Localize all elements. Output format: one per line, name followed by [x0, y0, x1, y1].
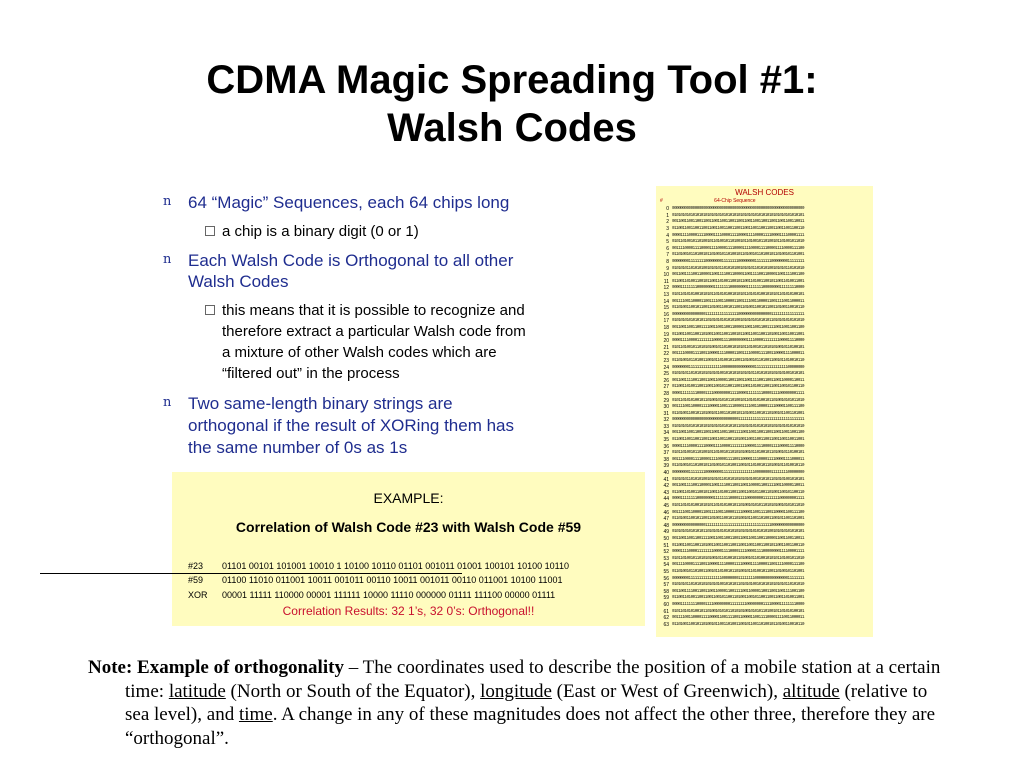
walsh-row-bits: 0011001111001100110011000011001111001100001100110011001111001100: [672, 589, 805, 594]
walsh-row: [659, 575, 871, 582]
walsh-row: [659, 292, 871, 299]
walsh-row: [659, 443, 871, 450]
walsh-row: [659, 582, 871, 589]
walsh-row-index: 8: [666, 259, 669, 266]
walsh-row: [659, 536, 871, 543]
example-heading: EXAMPLE:: [373, 490, 444, 506]
walsh-row-bits: 0101101001011010101001011010010101011010010110101010010110100101: [672, 345, 805, 350]
walsh-row-bits: 0110011001100110011001100110011010011001100110011001100110011001: [672, 438, 805, 443]
walsh-row-index: 11: [663, 278, 669, 285]
walsh-row-bits: 0110011010011001100110010110011001100110100110011001100101100110: [672, 385, 805, 390]
walsh-row-bits: 0110011010011001011001101001100110011001011001101001100101100110: [672, 490, 805, 495]
walsh-row-index: 46: [663, 509, 669, 516]
walsh-row-bits: 0000000011111111000000001111111111111111000000001111111100000000: [672, 471, 805, 476]
walsh-row: [659, 463, 871, 470]
walsh-row: [659, 252, 871, 259]
walsh-row-bits: 0011110011000011001111001100001100111100110000110011110011000011: [672, 299, 805, 304]
bullet-1-text: 64 “Magic” Sequences, each 64 chips long: [188, 193, 510, 212]
walsh-row-index: 53: [663, 555, 669, 562]
walsh-row-index: 55: [663, 568, 669, 575]
note-altitude: altitude: [782, 680, 840, 702]
walsh-row-bits: 0110100101101001011010010110100110010110100101101001011010010110: [672, 464, 805, 469]
walsh-row-bits: 0110011010011001011001101001100101100110100110010110011010011001: [672, 279, 805, 284]
example-row-bits: 00001 11111 110000 00001 111111 10000 11110 000000 01111 111100 00000 01111: [222, 590, 556, 600]
walsh-row-index: 31: [663, 410, 669, 417]
note-text-5: . A change in any of these magnitudes does not affect the other three, therefore they are “orthogonal”.: [125, 704, 936, 749]
sub-bullet-marker: [205, 226, 215, 236]
walsh-row-index: 26: [663, 377, 669, 384]
walsh-row-index: 51: [663, 542, 669, 549]
walsh-row-bits: 0101010101010101010101010101010101010101010101010101010101010101: [672, 213, 805, 218]
note-text-1: The coordinates used to describe the position of a mobile station at a certain time:: [125, 657, 941, 702]
walsh-row-index: 33: [663, 423, 669, 430]
walsh-row-index: 36: [663, 443, 669, 450]
walsh-row: [659, 226, 871, 233]
walsh-row-bits: 0000000000000000111111111111111100000000000000001111111111111111: [672, 312, 805, 317]
walsh-row-bits: 0011001100110011110011001100110011001100110011000011001100110011: [672, 536, 805, 541]
bullet-3-line-1: Two same-length binary strings are: [188, 394, 453, 413]
sub-bullet-marker: [205, 305, 215, 315]
walsh-row: [659, 259, 871, 266]
walsh-row: [659, 279, 871, 286]
walsh-row: [659, 470, 871, 477]
walsh-row-index: 63: [663, 621, 669, 628]
walsh-row: [659, 417, 871, 424]
example-row-label: #59: [188, 575, 204, 585]
walsh-row-bits: 0110100110010110011010011001011001101001100101100110100110010110: [672, 306, 805, 311]
walsh-row-index: 58: [663, 588, 669, 595]
walsh-row-index: 44: [663, 496, 669, 503]
walsh-row-index: 56: [663, 575, 669, 582]
walsh-row-bits: 0000000000000000111111111111111111111111111111110000000000000000: [672, 523, 805, 528]
walsh-row-index: 14: [663, 298, 669, 305]
walsh-row: [659, 509, 871, 516]
walsh-row: [659, 503, 871, 510]
walsh-row: [659, 338, 871, 345]
walsh-row-bits: 0011001111001100001100111100110011001100001100111100110000110011: [672, 484, 805, 489]
walsh-row-bits: 0011001100110011001100110011001111001100110011001100110011001100: [672, 431, 805, 436]
walsh-row-index: 35: [663, 437, 669, 444]
note-time: time: [238, 704, 273, 725]
walsh-row-bits: 0011110000111100110000111100001100111100001111001100001111000011: [672, 352, 805, 357]
bullet-2-sub-line-1: this means that it is possible to recognize and: [222, 302, 525, 319]
bullet-1-subtext: a chip is a binary digit (0 or 1): [222, 223, 419, 240]
example-panel: [172, 472, 645, 626]
walsh-row: [659, 424, 871, 431]
walsh-row: [659, 569, 871, 576]
example-subheading: Correlation of Walsh Code #23 with Walsh Code #59: [235, 519, 582, 535]
walsh-row: [659, 542, 871, 549]
walsh-row: [659, 457, 871, 464]
walsh-row-bits: 0101101001011010010110100101101001011010010110100101101001011010: [672, 240, 805, 245]
walsh-row-index: 47: [663, 516, 669, 523]
walsh-row: [659, 239, 871, 246]
walsh-row-index: 15: [663, 305, 669, 312]
walsh-row-index: 13: [663, 292, 669, 299]
walsh-row-bits: 0101101010100101101001010101101001011010101001011010010101011010: [672, 398, 805, 403]
walsh-row-bits: 0011001111001100001100111100110000110011110011000011001111001100: [672, 273, 805, 278]
walsh-row-index: 45: [663, 503, 669, 510]
walsh-row-index: 19: [663, 331, 669, 338]
walsh-row-index: 62: [663, 615, 669, 622]
walsh-row-index: 22: [663, 351, 669, 358]
walsh-row: [659, 358, 871, 365]
bullet-3-line-3: the same number of 0s as 1s: [188, 438, 408, 457]
walsh-row-bits: 0000111100001111111100001111000000001111000011111111000011110000: [672, 339, 805, 344]
walsh-row: [659, 391, 871, 398]
walsh-row: [659, 450, 871, 457]
walsh-row-index: 6: [666, 245, 669, 252]
walsh-row: [659, 602, 871, 609]
walsh-row-index: 20: [663, 338, 669, 345]
walsh-row-bits: 0000111100001111111100001111000011110000111100000000111100001111: [672, 550, 805, 555]
note-paragraph: [88, 656, 948, 750]
walsh-row-bits: 0000000000000000000000000000000000000000000000000000000000000000: [672, 207, 805, 212]
walsh-row-bits: 0000000011111111111111110000000011111111000000000000000011111111: [672, 576, 805, 581]
walsh-row-index: 10: [663, 272, 669, 279]
walsh-row-index: 5: [666, 239, 669, 246]
walsh-row-index: 41: [663, 476, 669, 483]
walsh-row: [659, 265, 871, 272]
walsh-row: [659, 621, 871, 628]
correlation-result: Correlation Results: 32 1’s, 32 0’s: Orthogonal!!: [282, 604, 535, 618]
walsh-row-bits: 0011110011000011001111001100001111000011001111001100001100111100: [672, 510, 805, 515]
walsh-row: [659, 384, 871, 391]
note-latitude: latitude: [168, 680, 226, 702]
walsh-row: [659, 318, 871, 325]
walsh-row-bits: 0000000000000000000000000000000011111111111111111111111111111111: [672, 418, 805, 423]
walsh-row-index: 32: [663, 417, 669, 424]
note-lead: Note: Example of orthogonality: [88, 657, 344, 678]
walsh-row: [659, 588, 871, 595]
walsh-row-bits: 0011001100110011001100110011001100110011001100110011001100110011: [672, 220, 805, 225]
walsh-row-index: 7: [666, 252, 669, 259]
walsh-row-bits: 0101010110101010101010100101010110101010010101010101010110101010: [672, 583, 805, 588]
walsh-row-bits: 0000111111110000111100000000111100001111111100001111000000001111: [672, 391, 805, 396]
walsh-row-index: 9: [666, 265, 669, 272]
walsh-row-bits: 0101010110101010101010100101010101010101101010101010101001010101: [672, 372, 805, 377]
walsh-row-index: 60: [663, 601, 669, 608]
walsh-row-bits: 0101010101010101101010101010101001010101010101011010101010101010: [672, 319, 805, 324]
walsh-row-index: 28: [663, 390, 669, 397]
walsh-row-index: 21: [663, 344, 669, 351]
walsh-row-bits: 0000000011111111111111110000000000000000111111111111111100000000: [672, 365, 805, 370]
walsh-row-bits: 0101101010100101101001010101101010100101010110100101101010100101: [672, 609, 805, 614]
walsh-row: [659, 364, 871, 371]
walsh-row: [659, 496, 871, 503]
bullet-2-line-1: Each Walsh Code is Orthogonal to all other: [188, 251, 514, 270]
walsh-row: [659, 285, 871, 292]
walsh-rows: [659, 206, 871, 628]
note-text-4: (relative to sea level), and: [125, 680, 928, 725]
walsh-row-index: 23: [663, 357, 669, 364]
walsh-row-index: 57: [663, 582, 669, 589]
note-longitude: longitude: [480, 680, 552, 702]
bullet-2-sub-line-3: a mixture of other Walsh codes which are: [222, 344, 497, 361]
walsh-row-bits: 0000111111110000000011111111000011110000000011111111000000001111: [672, 497, 805, 502]
walsh-row-index: 0: [666, 206, 669, 213]
walsh-row-bits: 0101101010100101010110101010010110100101010110101010010101011010: [672, 504, 805, 509]
walsh-row-bits: 0011001111001100110011000011001100110011110011001100110000110011: [672, 378, 805, 383]
walsh-header-hash: #: [660, 198, 663, 204]
walsh-row: [659, 430, 871, 437]
walsh-row: [659, 397, 871, 404]
walsh-header-label: 64-Chip Sequence: [714, 198, 756, 204]
walsh-row-bits: 0110011001100110011001100110011001100110011001100110011001100110: [672, 227, 805, 232]
walsh-row-bits: 0101010110101010010101011010101001010101101010100101010110101010: [672, 266, 805, 271]
note-text-2: (North or South of the Equator),: [225, 680, 481, 702]
walsh-row-bits: 0011110011000011110000110011110011000011001111000011110011000011: [672, 616, 805, 621]
walsh-row-index: 25: [663, 371, 669, 378]
walsh-row-index: 54: [663, 562, 669, 569]
bullet-marker: n: [163, 194, 172, 209]
walsh-row-bits: 0011110000111100001111000011110011000011110000111100001111000011: [672, 457, 805, 462]
walsh-row-bits: 0101101001011010101001011010010110100101101001010101101001011010: [672, 556, 805, 561]
walsh-row: [659, 246, 871, 253]
walsh-row-index: 34: [663, 430, 669, 437]
walsh-row-bits: 0000111111110000000011111111000000001111111100000000111111110000: [672, 286, 805, 291]
xor-divider-line: [40, 573, 462, 574]
walsh-row-index: 42: [663, 483, 669, 490]
walsh-row-bits: 0110100110010110011010011001011010010110011010011001011001101001: [672, 517, 805, 522]
bullet-2-sub-line-2: therefore extract a particular Walsh code from: [222, 323, 526, 340]
walsh-row-bits: 0110011001100110100110011001100110011001100110010110011001100110: [672, 543, 805, 548]
walsh-row-index: 24: [663, 364, 669, 371]
walsh-row-index: 1: [666, 212, 669, 219]
walsh-row: [659, 377, 871, 384]
walsh-row: [659, 615, 871, 622]
walsh-row-index: 39: [663, 463, 669, 470]
walsh-row-index: 61: [663, 608, 669, 615]
bullet-3-line-2: orthogonal if the result of XORing them has: [188, 416, 515, 435]
note-body: [88, 656, 948, 750]
bullet-marker: n: [163, 395, 172, 410]
walsh-row-bits: 0011001100110011110011001100110000110011001100111100110011001100: [672, 325, 805, 330]
walsh-row-bits: 0110100110010110100101100110100110010110011010010110100110010110: [672, 622, 805, 627]
title-line-1: CDMA Magic Spreading Tool #1:: [206, 58, 818, 102]
walsh-row-index: 48: [663, 522, 669, 529]
walsh-row-bits: 0000111100001111000011110000111100001111000011110000111100001111: [672, 233, 805, 238]
walsh-row-index: 52: [663, 549, 669, 556]
walsh-row: [659, 213, 871, 220]
walsh-row-index: 49: [663, 529, 669, 536]
walsh-row-bits: 0011110011000011110000110011110000111100110000111100001100111100: [672, 405, 805, 410]
walsh-row: [659, 483, 871, 490]
walsh-row: [659, 219, 871, 226]
walsh-row-index: 4: [666, 232, 669, 239]
walsh-table-title: WALSH CODES: [735, 188, 794, 197]
walsh-row-index: 17: [663, 318, 669, 325]
walsh-row-bits: 0110100101101001011010010110100101101001011010010110100101101001: [672, 253, 805, 258]
walsh-row: [659, 549, 871, 556]
walsh-row-index: 12: [663, 285, 669, 292]
walsh-codes-table: [656, 186, 873, 637]
walsh-row: [659, 312, 871, 319]
walsh-row: [659, 404, 871, 411]
walsh-row-bits: 0101010101010101101010101010101010101010101010100101010101010101: [672, 530, 805, 535]
walsh-row: [659, 555, 871, 562]
walsh-row: [659, 516, 871, 523]
walsh-row: [659, 490, 871, 497]
example-row-label: #23: [188, 561, 204, 571]
walsh-row: [659, 325, 871, 332]
note-text-3: (East or West of Greenwich),: [551, 680, 783, 702]
walsh-row-index: 2: [666, 219, 669, 226]
walsh-row: [659, 344, 871, 351]
walsh-table-header: [660, 198, 868, 204]
walsh-row-bits: 0011110000111100110000111100001111000011110000110011110000111100: [672, 563, 805, 568]
walsh-row-index: 29: [663, 397, 669, 404]
walsh-row: [659, 232, 871, 239]
walsh-row-bits: 0000111111110000111100000000111111110000000011110000111111110000: [672, 602, 805, 607]
walsh-row: [659, 305, 871, 312]
walsh-row-index: 43: [663, 489, 669, 496]
title-line-2: Walsh Codes: [387, 106, 637, 150]
walsh-row: [659, 476, 871, 483]
walsh-row: [659, 595, 871, 602]
walsh-row-index: 50: [663, 535, 669, 542]
walsh-row-index: 18: [663, 324, 669, 331]
walsh-row-bits: 0110011001100110100110011001100101100110011001101001100110011001: [672, 332, 805, 337]
walsh-row-index: 3: [666, 226, 669, 233]
walsh-row-index: 38: [663, 456, 669, 463]
note-dash: –: [343, 657, 363, 678]
walsh-row-index: 59: [663, 595, 669, 602]
walsh-row-bits: 0000000011111111000000001111111100000000111111110000000011111111: [672, 260, 805, 265]
walsh-row-bits: 0110011010011001100110010110011010011001011001100110011010011001: [672, 596, 805, 601]
walsh-row-bits: 0101010101010101010101010101010110101010101010101010101010101010: [672, 424, 805, 429]
walsh-row-bits: 0011110000111100001111000011110000111100001111000011110000111100: [672, 246, 805, 251]
walsh-row: [659, 371, 871, 378]
bullet-marker: n: [163, 252, 172, 267]
walsh-row: [659, 410, 871, 417]
walsh-row: [659, 272, 871, 279]
walsh-row: [659, 529, 871, 536]
walsh-row-bits: 0101101010100101010110101010010101011010101001010101101010100101: [672, 293, 805, 298]
walsh-row: [659, 298, 871, 305]
walsh-row-index: 27: [663, 384, 669, 391]
bullet-2-sub-line-4: “filtered out” in the process: [222, 365, 400, 382]
walsh-row-bits: 0101010110101010010101011010101010101010010101011010101001010101: [672, 477, 805, 482]
walsh-row-index: 37: [663, 450, 669, 457]
walsh-row-bits: 0000111100001111000011110000111111110000111100001111000011110000: [672, 444, 805, 449]
walsh-row-bits: 0110100101101001100101101001011010010110100101100110100101101001: [672, 569, 805, 574]
walsh-row-index: 16: [663, 311, 669, 318]
walsh-row-bits: 0110100110010110100101100110100101101001100101101001011001101001: [672, 411, 805, 416]
walsh-row-bits: 0110100101101001100101101001011001101001011010011001011010010110: [672, 358, 805, 363]
walsh-row: [659, 206, 871, 213]
walsh-row: [659, 437, 871, 444]
bullet-2-line-2: Walsh Codes: [188, 272, 289, 291]
walsh-row-index: 40: [663, 470, 669, 477]
walsh-row: [659, 351, 871, 358]
walsh-row: [659, 331, 871, 338]
walsh-row: [659, 562, 871, 569]
example-row-bits: 01100 11010 011001 10011 001011 00110 10011 001011 00110 011001 10100 11001: [222, 575, 563, 585]
slide-title: [0, 56, 1024, 152]
example-row-bits: 01101 00101 101001 10010 1 10100 10110 01101 001011 01001 100101 10100 10110: [222, 561, 570, 571]
walsh-row-bits: 0101101001011010010110100101101010100101101001011010010110100101: [672, 451, 805, 456]
walsh-row: [659, 608, 871, 615]
walsh-row: [659, 523, 871, 530]
walsh-row-index: 30: [663, 404, 669, 411]
example-row-label: XOR: [188, 590, 208, 600]
